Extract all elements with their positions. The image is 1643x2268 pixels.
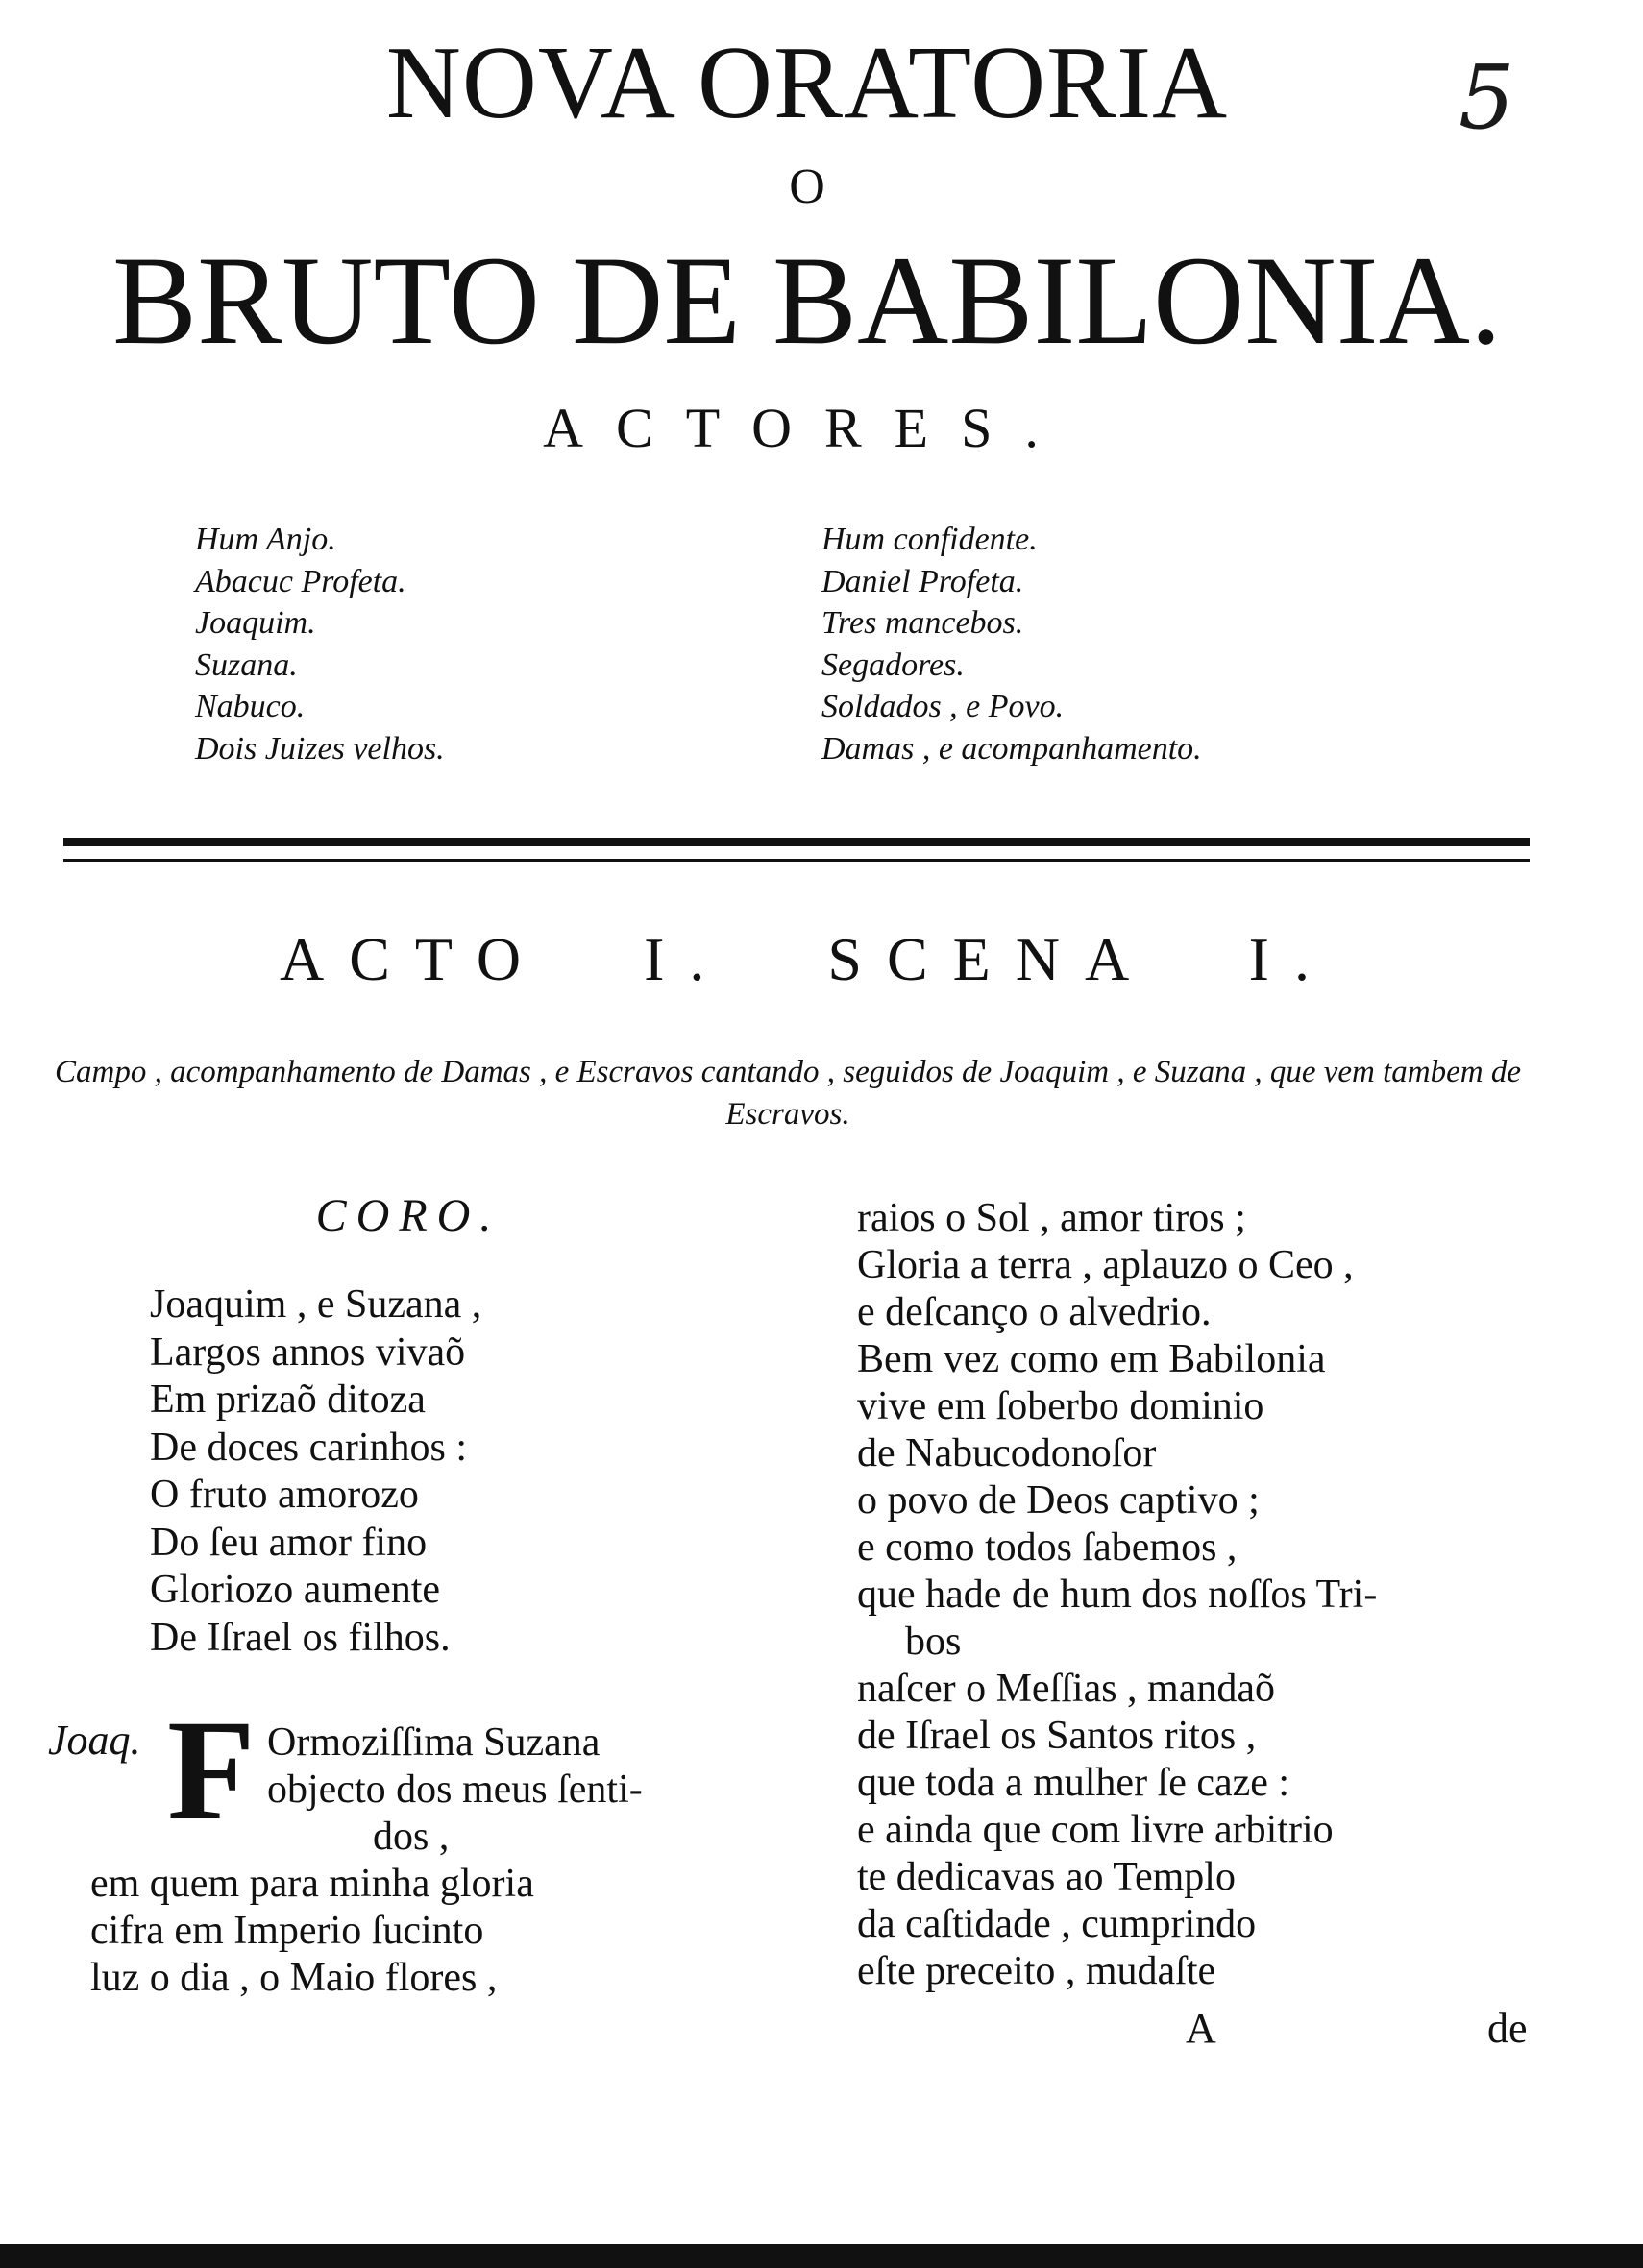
cast-list-left	[195, 519, 791, 769]
verse-line: dos ,	[373, 1815, 450, 1859]
verse-line: em quem para minha gloria	[90, 1862, 534, 1906]
verse-line: eſte preceito , mudaſte	[857, 1949, 1216, 1993]
cast-member: Segadores.	[822, 646, 965, 683]
scan-edge-bar	[0, 2244, 1643, 2268]
cast-member: Hum Anjo.	[195, 522, 336, 557]
verse-line: Em prizaõ ditoza	[150, 1378, 426, 1422]
cast-member: Suzana.	[195, 646, 298, 683]
cast-list-right	[822, 519, 1513, 769]
verse-line: que toda a mulher ſe caze :	[857, 1761, 1290, 1805]
page-title: NOVA ORATORIA	[385, 26, 1229, 140]
verse-line: e ainda que com livre arbitrio	[857, 1808, 1334, 1852]
chorus-verse	[150, 1281, 481, 1662]
catchword: de	[1487, 2005, 1528, 2052]
verse-line: e deſcanço o alvedrio.	[857, 1290, 1212, 1334]
act-scene-heading: ACTO I. SCENA I.	[280, 925, 1335, 993]
verse-line: de Nabucodonoſor	[857, 1431, 1157, 1475]
verse-line: de Iſrael os Santos ritos ,	[857, 1714, 1257, 1758]
right-column-verse	[857, 1195, 1549, 1995]
verse-line: O fruto amorozo	[150, 1473, 419, 1517]
cast-heading: ACTORES.	[543, 397, 1071, 459]
cast-member: Soldados , e Povo.	[822, 689, 1065, 724]
cast-member: Dois Juizes velhos.	[195, 730, 445, 767]
verse-line: bos	[905, 1620, 962, 1664]
cast-member: Tres mancebos.	[822, 605, 1024, 641]
stage-direction: Campo , acompanhamento de Damas , e Escravos cantando , seguidos de Joaquim , e Suzana , que vem tambem de Escravos.	[55, 1055, 1521, 1132]
speech-continued	[90, 1861, 534, 2002]
verse-line: Gloriozo aumente	[150, 1568, 441, 1612]
verse-line: Do ſeu amor fino	[150, 1520, 428, 1565]
cast-member: Daniel Profeta.	[822, 563, 1024, 599]
verse-line: raios o Sol , amor tiros ;	[857, 1196, 1246, 1240]
cast-member: Damas , e acompanhamento.	[822, 730, 1202, 767]
cast-member: Joaquim.	[195, 605, 316, 641]
verse-line: objecto dos meus ſenti-	[267, 1768, 643, 1812]
verse-line: Joaquim , e Suzana ,	[150, 1282, 482, 1327]
verse-line: te dedicavas ao Templo	[857, 1855, 1236, 1899]
signature-mark: A	[1186, 2005, 1216, 2052]
verse-line: vive em ſoberbo dominio	[857, 1384, 1264, 1428]
verse-line: o povo de Deos captivo ;	[857, 1478, 1260, 1523]
divider-thin	[63, 859, 1530, 862]
verse-line: e como todos ſabemos ,	[857, 1525, 1238, 1570]
verse-line: cifra em Imperio ſucinto	[90, 1909, 484, 1953]
drop-cap: F	[167, 1691, 256, 1850]
verse-line: Largos annos vivaõ	[150, 1329, 466, 1375]
verse-line: naſcer o Meſſias , mandaõ	[857, 1667, 1276, 1711]
verse-line: De Iſrael os filhos.	[150, 1615, 451, 1660]
cast-member: Hum confidente.	[822, 522, 1038, 557]
verse-line: Ormoziſſima Suzana	[267, 1720, 601, 1765]
title-conjunction: O	[789, 159, 825, 214]
chorus-heading: CORO.	[315, 1190, 502, 1241]
verse-line: que hade de hum dos noſſos Tri-	[857, 1573, 1378, 1617]
cast-member: Abacuc Profeta.	[195, 563, 406, 599]
page-subtitle: BRUTO DE BABILONIA.	[112, 230, 1502, 371]
verse-line: Bem vez como em Babilonia	[857, 1337, 1326, 1381]
cast-member: Nabuco.	[195, 689, 306, 724]
verse-line: luz o dia , o Maio flores ,	[90, 1956, 498, 2000]
divider-thick	[63, 838, 1530, 846]
speaker-label: Joaq.	[48, 1717, 141, 1764]
verse-line: Gloria a terra , aplauzo o Ceo ,	[857, 1243, 1354, 1287]
verse-line: De doces carinhos :	[150, 1425, 468, 1470]
speech-indented	[267, 1719, 643, 1861]
verse-line: da caſtidade , cumprindo	[857, 1902, 1257, 1946]
handwritten-page-number: 5	[1459, 46, 1515, 149]
